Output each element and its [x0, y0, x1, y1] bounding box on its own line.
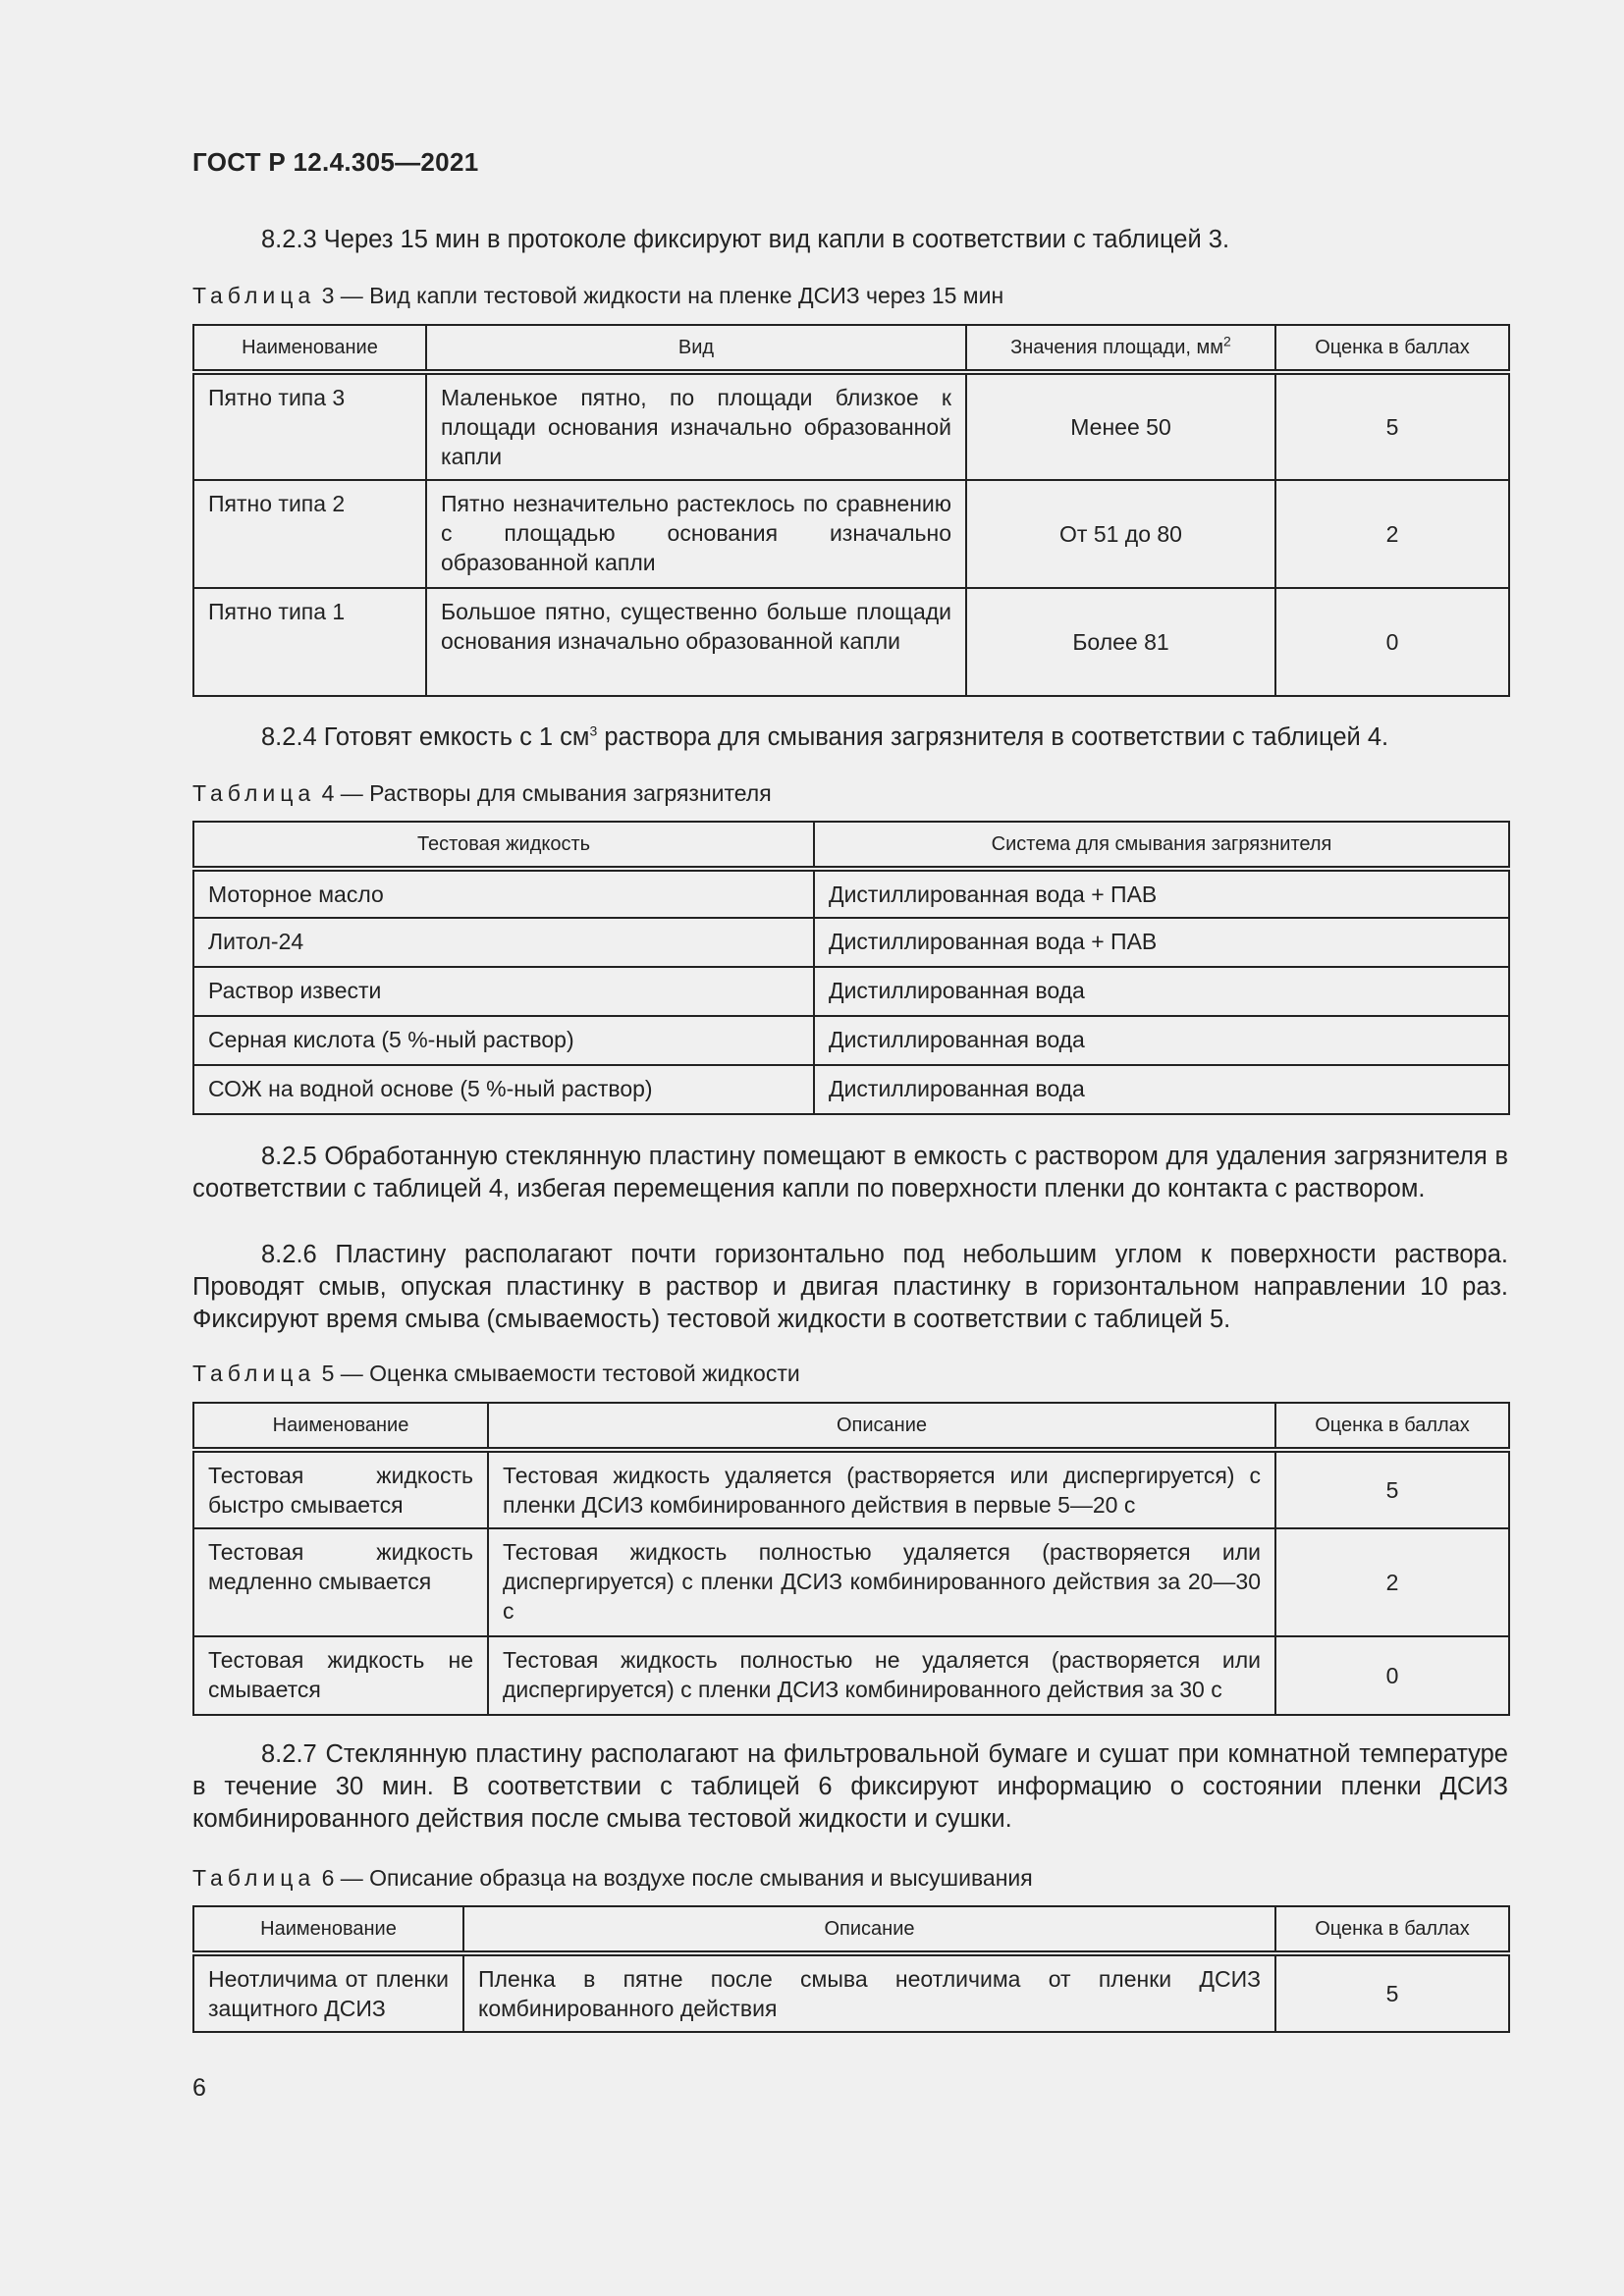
- table-row: [193, 869, 1509, 918]
- table-cell: Раствор извести: [193, 967, 814, 1016]
- table-cell: Тестовая жидкость быстро смывается: [193, 1450, 488, 1528]
- table-cell: 5: [1275, 1450, 1509, 1528]
- table-cell: Более 81: [966, 588, 1275, 696]
- table4: [192, 821, 1510, 1115]
- table-cell: Тестовая жидкость удаляется (растворяется или диспергируется) с пленки ДСИЗ комбинированного действия в первые 5—20 с: [488, 1450, 1275, 1528]
- table-cell: 2: [1275, 1528, 1509, 1636]
- table3-header-cell: Наименование: [193, 325, 426, 372]
- table3-header-cell: Вид: [426, 325, 966, 372]
- table-row: [193, 1953, 1509, 2032]
- table-cell: Дистиллированная вода: [814, 1016, 1509, 1065]
- table4-header-row: [193, 822, 1509, 869]
- table-cell: Серная кислота (5 %-ный раствор): [193, 1016, 814, 1065]
- page-header: ГОСТ Р 12.4.305—2021: [192, 147, 479, 177]
- table6-caption: Таблица 6 — Описание образца на воздухе после смывания и высушивания: [192, 1865, 1033, 1891]
- paragraph-8-2-3: 8.2.3 Через 15 мин в протоколе фиксируют вид капли в соответствии с таблицей 3.: [261, 226, 1230, 253]
- table3-caption: Таблица 3 — Вид капли тестовой жидкости на пленке ДСИЗ через 15 мин: [192, 283, 1004, 308]
- table-cell: Дистиллированная вода: [814, 967, 1509, 1016]
- table-cell: Пятно типа 3: [193, 372, 426, 480]
- table-cell: 2: [1275, 480, 1509, 588]
- table4-caption: Таблица 4 — Растворы для смывания загрязнителя: [192, 780, 772, 806]
- table-cell: Пятно незначительно растеклось по сравнению с площадью основания изначально образованной капли: [426, 480, 966, 588]
- paragraph-8-2-7: 8.2.7 Стеклянную пластину располагают на фильтровальной бумаге и сушат при комнатной температуре в течение 30 мин. В соответствии с таблицей 6 фиксируют информацию о состоянии пленки ДСИЗ комбинированного действия после смыва тестовой жидкости и сушки.: [192, 1740, 1508, 1833]
- table3-header-row: [193, 325, 1509, 372]
- table6-header-cell: Оценка в баллах: [1275, 1906, 1509, 1953]
- table-cell: Пленка в пятне после смыва неотличима от пленки ДСИЗ комбинированного действия: [463, 1953, 1275, 2032]
- table-cell: Тестовая жидкость медленно смывается: [193, 1528, 488, 1636]
- table-cell: Дистиллированная вода + ПАВ: [814, 918, 1509, 967]
- table6: [192, 1905, 1510, 2033]
- paragraph-8-2-4: 8.2.4 Готовят емкость с 1 $см^3$ раствора для смывания загрязнителя в соответствии с таблицей 4.: [261, 722, 1389, 751]
- table5-caption: Таблица 5 — Оценка смываемости тестовой жидкости: [192, 1361, 800, 1386]
- table-cell: 5: [1275, 372, 1509, 480]
- table3: [192, 324, 1510, 697]
- table5-header-row: [193, 1403, 1509, 1450]
- table-cell: 0: [1275, 588, 1509, 696]
- table5-header-cell: Оценка в баллах: [1275, 1403, 1509, 1450]
- table3-header-cell: Оценка в баллах: [1275, 325, 1509, 372]
- table-row: [193, 967, 1509, 1016]
- table-row: [193, 1450, 1509, 1528]
- table-cell: Моторное масло: [193, 869, 814, 918]
- table6-header-row: [193, 1906, 1509, 1953]
- page-number: 6: [192, 2074, 206, 2102]
- table-cell: Тестовая жидкость полностью удаляется (растворяется или диспергируется) с пленки ДСИЗ комбинированного действия за 20—30 с: [488, 1528, 1275, 1636]
- table-row: [193, 372, 1509, 480]
- table-cell: Тестовая жидкость полностью не удаляется (растворяется или диспергируется) с пленки ДСИЗ комбинированного действия за 30 с: [488, 1636, 1275, 1715]
- table-cell: Дистиллированная вода: [814, 1065, 1509, 1114]
- table6-header-cell: Описание: [463, 1906, 1275, 1953]
- table-row: [193, 918, 1509, 967]
- table-row: [193, 1528, 1509, 1636]
- table3-header-cell: Значения площади, $мм^2$: [966, 325, 1275, 372]
- table-cell: Дистиллированная вода + ПАВ: [814, 869, 1509, 918]
- table-cell: Пятно типа 2: [193, 480, 426, 588]
- table5-header-cell: Наименование: [193, 1403, 488, 1450]
- table6-header-cell: Наименование: [193, 1906, 463, 1953]
- table-cell: Маленькое пятно, по площади близкое к площади основания изначально образованной капли: [426, 372, 966, 480]
- table-cell: Литол-24: [193, 918, 814, 967]
- table-cell: От 51 до 80: [966, 480, 1275, 588]
- table4-header-cell: Система для смывания загрязнителя: [814, 822, 1509, 869]
- table-row: [193, 1065, 1509, 1114]
- table-cell: Большое пятно, существенно больше площади основания изначально образованной капли: [426, 588, 966, 696]
- table5-header-cell: Описание: [488, 1403, 1275, 1450]
- table-cell: Пятно типа 1: [193, 588, 426, 696]
- table-row: [193, 480, 1509, 588]
- table-cell: 5: [1275, 1953, 1509, 2032]
- table-cell: Неотличима от пленки защитного ДСИЗ: [193, 1953, 463, 2032]
- table-cell: Менее 50: [966, 372, 1275, 480]
- paragraph-8-2-6: 8.2.6 Пластину располагают почти горизонтально под небольшим углом к поверхности раствора. Проводят смыв, опуская пластинку в раствор и двигая пластинку в горизонтальном направлении 10 раз. Фиксируют время смыва (смываемость) тестовой жидкости в соответствии с таблицей 5.: [192, 1241, 1508, 1333]
- table-cell: СОЖ на водной основе (5 %-ный раствор): [193, 1065, 814, 1114]
- table5: [192, 1402, 1510, 1716]
- table-cell: 0: [1275, 1636, 1509, 1715]
- paragraph-8-2-5: 8.2.5 Обработанную стеклянную пластину помещают в емкость с раствором для удаления загрязнителя в соответствии с таблицей 4, избегая перемещения капли по поверхности пленки до контакта с раствором.: [192, 1143, 1508, 1202]
- table-row: [193, 1016, 1509, 1065]
- table-cell: Тестовая жидкость не смывается: [193, 1636, 488, 1715]
- table-row: [193, 1636, 1509, 1715]
- table-row: [193, 588, 1509, 696]
- table4-header-cell: Тестовая жидкость: [193, 822, 814, 869]
